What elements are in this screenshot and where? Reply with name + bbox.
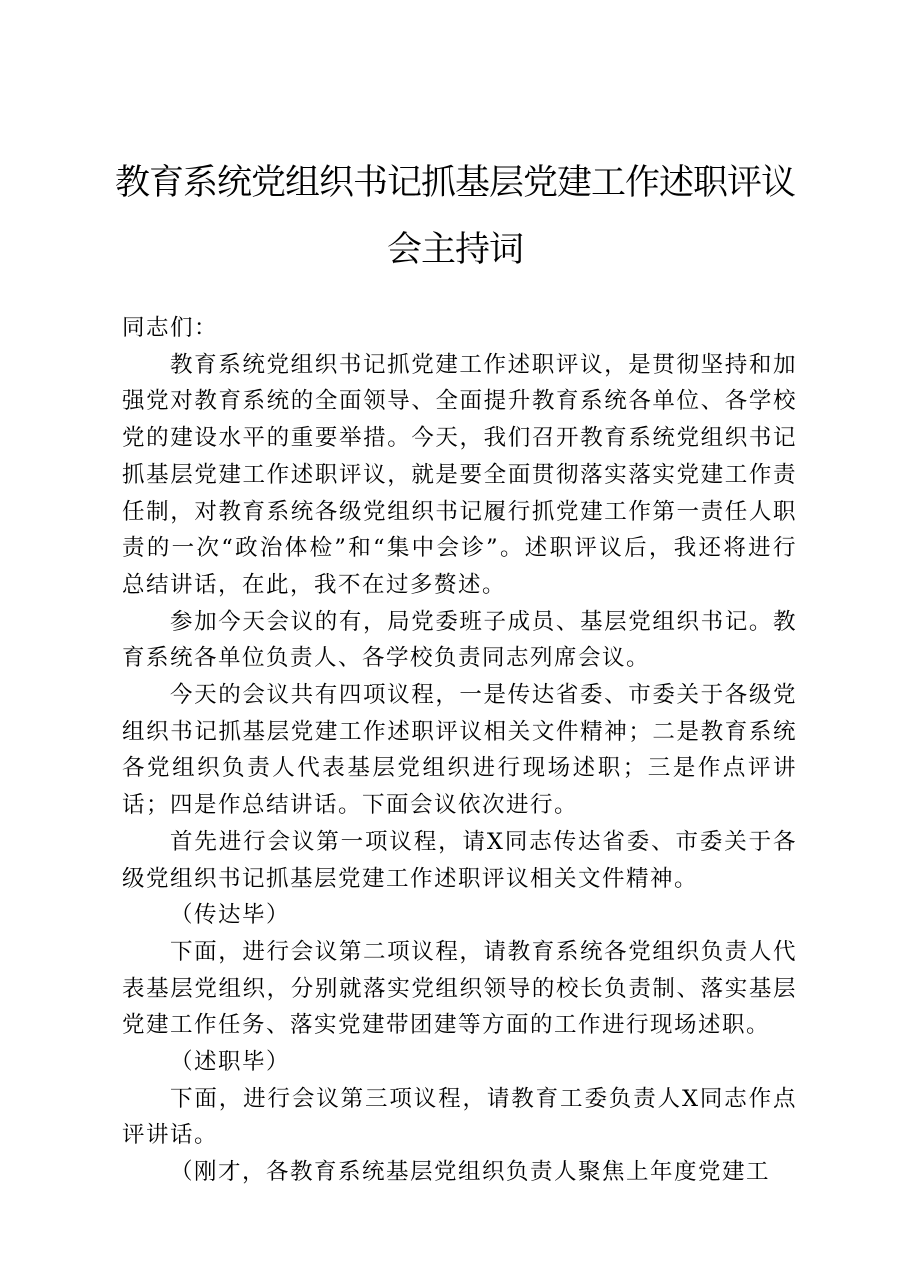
paragraph-comment-start: （刚才，各教育系统基层党组织负责人聚焦上年度党建工: [170, 1159, 771, 1186]
paragraph-agenda: 今天的会议共有四项议程，一是传达省委、市委关于各级党组织书记抓基层党建工作述职评议相关文件精神；二是教育系统各党组织负责人代表基层党组织进行现场述职；三是作点评讲话；四是作总结讲话。下面会议依次进行。: [122, 682, 797, 819]
paragraph-note-report-done: （述职毕）: [170, 1049, 291, 1076]
paragraph-agenda-item-1: 首先进行会议第一项议程，请X同志传达省委、市委关于各级党组织书记抓基层党建工作述职评议相关文件精神。: [122, 828, 797, 892]
document-body: [122, 310, 797, 1191]
document-title-line-2: 会主持词: [386, 230, 523, 270]
paragraph-note-convey-done: （传达毕）: [170, 902, 291, 929]
salutation: 同志们：: [122, 315, 219, 341]
document-title-line-1: 教育系统党组织书记抓基层党建工作述职评议: [114, 163, 795, 203]
paragraph-agenda-item-3: 下面，进行会议第三项议程，请教育工委负责人X同志作点评讲话。: [122, 1085, 797, 1149]
paragraph-agenda-item-2: 下面，进行会议第二项议程，请教育系统各党组织负责人代表基层党组织，分别就落实党组织领导的校长负责制、落实基层党建工作任务、落实党建带团建等方面的工作进行现场述职。: [122, 938, 797, 1039]
paragraph-intro: 教育系统党组织书记抓党建工作述职评议，是贯彻坚持和加强党对教育系统的全面领导、全面提升教育系统各单位、各学校党的建设水平的重要举措。今天，我们召开教育系统党组织书记抓基层党建工作述职评议，就是要全面贯彻落实落实党建工作责任制，对教育系统各级党组织书记履行抓党建工作第一责任人职责的一次“政治体检”和“集中会诊”。述职评议后，我还将进行总结讲话，在此，我不在过多赘述。: [122, 351, 797, 598]
paragraph-attendees: 参加今天会议的有，局党委班子成员、基层党组织书记。教育系统各单位负责人、各学校负责同志列席会议。: [122, 608, 797, 672]
